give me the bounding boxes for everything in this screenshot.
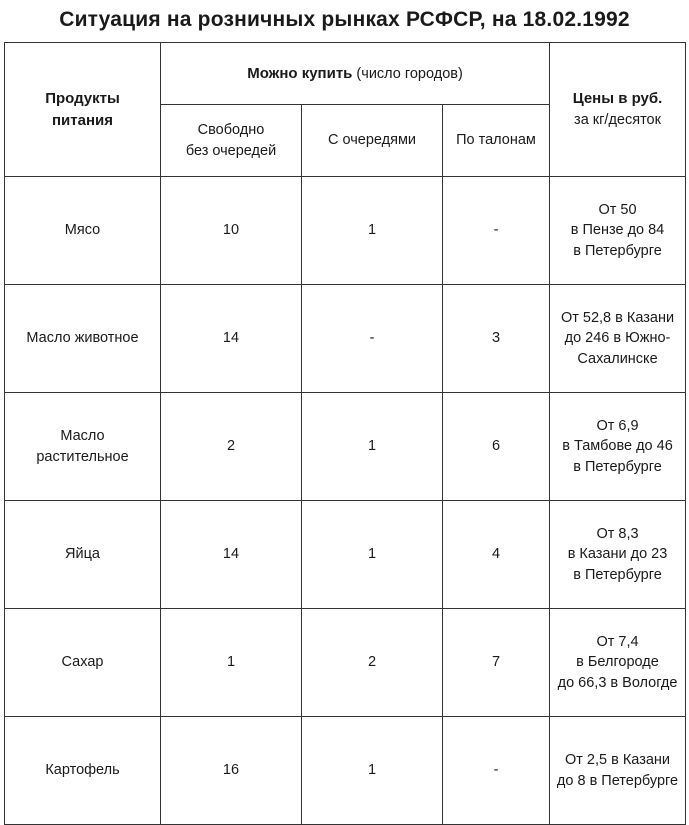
header-free-line2: без очередей [185,142,277,159]
price-cell-line: в Тамбове до 46 [562,438,673,455]
coupons-cell: - [443,717,550,825]
product-cell-line: Сахар [61,654,104,671]
price-cell-line: в Петербурге [573,566,662,583]
price-cell [550,501,686,609]
coupons-cell: 6 [443,393,550,501]
market-table [4,42,686,825]
coupons-cell: - [443,177,550,285]
price-cell-line: От 52,8 в Казани [560,309,675,326]
product-cell [5,177,161,285]
product-cell-line: растительное [36,448,129,465]
free-cell: 1 [161,609,302,717]
price-cell-line: в Казани до 23 [567,546,668,563]
price-cell [550,177,686,285]
header-free-line1: Свободно [197,121,265,138]
free-cell: 14 [161,285,302,393]
price-cell-line: до 246 в Южно- [564,330,671,347]
price-cell-line: От 8,3 [596,525,639,542]
price-cell-line: в Пензе до 84 [570,222,665,239]
price-cell [550,285,686,393]
price-cell-line: От 7,4 [596,633,639,650]
free-cell: 2 [161,393,302,501]
queue-cell: - [302,285,443,393]
header-price-rest: за кг/десяток [574,112,661,128]
header-price [550,43,686,177]
product-cell-line: Яйца [65,546,100,563]
table-row [5,609,686,717]
product-cell-line: Масло животное [26,330,139,347]
header-can-buy-bold: Можно купить [247,64,353,82]
header-free [161,105,302,177]
product-cell [5,393,161,501]
product-cell [5,609,161,717]
product-cell [5,285,161,393]
table-row [5,285,686,393]
header-products [5,43,161,177]
price-cell-line: Сахалинске [577,350,658,367]
price-cell [550,393,686,501]
product-cell-line: Картофель [45,762,120,779]
coupons-cell: 3 [443,285,550,393]
queue-cell: 1 [302,717,443,825]
table-row [5,717,686,825]
coupons-cell: 4 [443,501,550,609]
product-cell [5,717,161,825]
header-products-line2: питания [51,111,113,129]
queue-cell: 2 [302,609,443,717]
header-can-buy [161,43,550,105]
price-cell-line: От 50 [598,201,637,218]
header-queues: С очередями [302,105,443,177]
header-can-buy-rest: (число городов) [352,65,463,82]
free-cell: 16 [161,717,302,825]
table-row [5,177,686,285]
queue-cell: 1 [302,177,443,285]
header-products-line1: Продукты [45,90,120,108]
price-cell-line: в Белгороде [576,654,659,671]
table-body [5,177,686,825]
price-cell [550,609,686,717]
queue-cell: 1 [302,501,443,609]
product-cell-line: Масло [60,427,105,444]
page-title: Ситуация на розничных рынках РСФСР, на 18.02.1992 [59,8,630,31]
header-coupons: По талонам [443,105,550,177]
product-cell [5,501,161,609]
header-price-bold: Цены в руб. [572,90,663,108]
price-cell-line: От 6,9 [596,417,639,434]
price-cell-line: до 8 в Петербурге [556,772,679,789]
table-row [5,501,686,609]
price-cell-line: От 2,5 в Казани [564,751,671,768]
table-row [5,393,686,501]
price-cell-line: до 66,3 в Вологде [557,674,678,691]
price-cell-line: в Петербурге [573,458,662,475]
price-cell-line: в Петербурге [573,242,662,259]
coupons-cell: 7 [443,609,550,717]
product-cell-line: Мясо [64,222,101,239]
queue-cell: 1 [302,393,443,501]
free-cell: 14 [161,501,302,609]
price-cell [550,717,686,825]
free-cell: 10 [161,177,302,285]
